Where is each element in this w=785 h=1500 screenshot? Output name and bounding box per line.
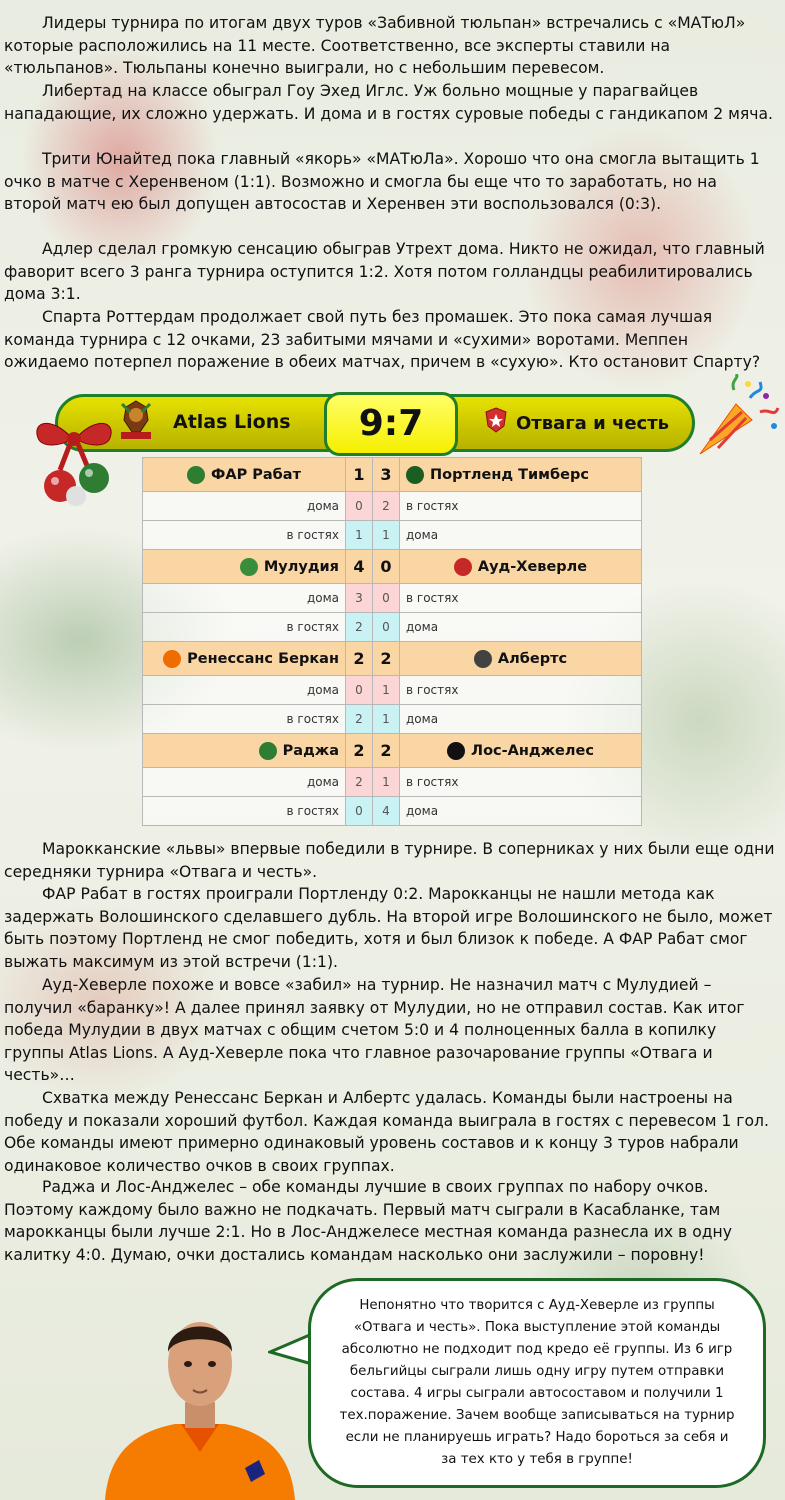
away-total-score: 2 [373, 734, 400, 768]
leg-away-score: 2 [373, 492, 400, 521]
leg-row [143, 705, 642, 734]
away-total-score: 0 [373, 550, 400, 584]
leg-right-label: в гостях [400, 768, 642, 797]
home-team-name: Мулудия [263, 558, 339, 575]
away-team-cell [400, 734, 642, 768]
leg-right-label: дома [400, 705, 642, 734]
leg-left-label: дома [143, 584, 346, 613]
away-team-name: Албертс [497, 650, 568, 667]
match-row [143, 642, 642, 676]
leg-row [143, 676, 642, 705]
leg-row [143, 768, 642, 797]
portland-icon [406, 466, 424, 484]
leg-right-label: дома [400, 797, 642, 826]
home-team-name: Ренессанс Беркан [187, 650, 339, 667]
far-rabat-icon [187, 466, 205, 484]
left-team-name: Atlas Lions [173, 411, 291, 433]
oud-heverlee-icon [454, 558, 472, 576]
home-team-name: ФАР Рабат [210, 466, 301, 483]
leg-away-score: 1 [373, 521, 400, 550]
article-paragraph: Трити Юнайтед пока главный «якорь» «МАТюЛа». Хорошо что она смогла вытащить 1 очко в матче с Херенвеном (1:1). Возможно и смогла бы еще что то заработать, но на второй матч ею был допущен автосостав и Херенвен эти воспользовался (0:3). [4, 150, 760, 214]
article-paragraph: Схватка между Ренессанс Беркан и Албертс удалась. Команды были настроены на победу и показали хороший футбол. Каждая команда выиграла в гостях с перевесом 1 гол. Обе команды имеют примерно одинаковый уровень составов и к концу 3 туров набрали одинаковое количество очков в своих группах. [4, 1089, 769, 1175]
speech-bubble-text: Непонятно что творится с Ауд-Хеверле из группы «Отвага и честь». Пока выступление этой команды абсолютно не подходит под кредо её группы. Из 6 игр бельгийцы сыграли лишь одну игру путем отправки состава. 4 игры сыграли автосоставом и получили 1 тех.поражение. Зачем вообще записываться на турнир если не планируешь играть? Надо бороться за себя и за тех кто у тебя в группе! [339, 1298, 735, 1467]
berkane-icon [163, 650, 181, 668]
leg-away-score: 0 [373, 584, 400, 613]
leg-row [143, 613, 642, 642]
leg-left-label: в гостях [143, 521, 346, 550]
alberts-icon [474, 650, 492, 668]
leg-left-label: в гостях [143, 613, 346, 642]
leg-home-score: 2 [346, 768, 373, 797]
article-paragraph: Адлер сделал громкую сенсацию обыграв Утрехт дома. Никто не ожидал, что главный фаворит всего 3 ранга турнира оступится 1:2. Хотя потом голландцы реабилитировались дома 3:1. [4, 240, 765, 304]
article-paragraph: Раджа и Лос-Анджелес – обе команды лучшие в своих группах по набору очков. Поэтому каждому было важно не подкачать. Первый матч сыграли в Касабланке, там марокканцы были лучше 2:1. Но в Лос-Анджелесе местная команда разнесла их в одну калитку 4:0. Думаю, очки достались командам насколько они заслужили – поровну! [4, 1178, 732, 1264]
christmas-bow-icon [30, 412, 120, 508]
article-paragraph: Спарта Роттердам продолжает свой путь без промашек. Это пока самая лучшая команда турнира с 12 очками, 23 забитыми мячами и «сухими» воротами. Меппен ожидаемо потерпел поражение в обеих матчах, причем в «сухую». Кто остановит Спарту? [4, 308, 761, 372]
home-team-cell [143, 458, 346, 492]
leg-row [143, 492, 642, 521]
article-paragraph: Марокканские «львы» впервые победили в турнире. В соперниках у них были еще одни середняки турнира «Отвага и честь». [4, 840, 775, 881]
right-team-name: Отвага и честь [516, 413, 670, 434]
raja-icon [259, 742, 277, 760]
leg-home-score: 0 [346, 492, 373, 521]
leg-home-score: 2 [346, 705, 373, 734]
leg-away-score: 1 [373, 768, 400, 797]
player-photo [95, 1292, 305, 1500]
away-total-score: 2 [373, 642, 400, 676]
leg-left-label: дома [143, 676, 346, 705]
lafc-icon [447, 742, 465, 760]
home-team-cell [143, 550, 346, 584]
match-row [143, 458, 642, 492]
leg-home-score: 1 [346, 521, 373, 550]
atlas-lions-logo-icon [118, 398, 154, 440]
article-paragraph: ФАР Рабат в гостях проиграли Портленду 0:2. Марокканцы не нашли метода как задержать Волошинского сделавшего дубль. На второй игре Волошинского не было, может быть поэтому Портленд не смог победить, хотя и был близок к победе. А ФАР Рабат смог выжать максимум из этой встречи (1:1). [4, 885, 773, 971]
leg-right-label: дома [400, 613, 642, 642]
leg-away-score: 4 [373, 797, 400, 826]
leg-row [143, 584, 642, 613]
home-total-score: 2 [346, 734, 373, 768]
home-total-score: 1 [346, 458, 373, 492]
leg-left-label: дома [143, 492, 346, 521]
leg-home-score: 0 [346, 676, 373, 705]
leg-row [143, 521, 642, 550]
leg-right-label: в гостях [400, 492, 642, 521]
article-paragraph: Лидеры турнира по итогам двух туров «Забивной тюльпан» встречались с «МАТюЛ» которые расположились на 11 месте. Соответственно, все эксперты ставили на «тюльпанов». Тюльпаны конечно выиграли, но с небольшим перевесом. [4, 14, 746, 78]
home-total-score: 4 [346, 550, 373, 584]
match-row [143, 734, 642, 768]
leg-away-score: 1 [373, 705, 400, 734]
party-popper-icon [690, 374, 780, 464]
article-paragraph: Либертад на классе обыграл Гоу Эхед Иглс. Уж больно мощные у парагвайцев нападающие, их сложно удержать. И дома и в гостях суровые победы с гандикапом 2 мяча. [4, 82, 774, 123]
away-total-score: 3 [373, 458, 400, 492]
away-team-name: Ауд-Хеверле [477, 558, 588, 575]
away-team-cell [400, 642, 642, 676]
speech-bubble [308, 1278, 766, 1488]
leg-home-score: 0 [346, 797, 373, 826]
mouloudia-icon [240, 558, 258, 576]
leg-row [143, 797, 642, 826]
total-score: 9:7 [324, 392, 458, 456]
leg-left-label: в гостях [143, 705, 346, 734]
match-row [143, 550, 642, 584]
home-total-score: 2 [346, 642, 373, 676]
home-team-cell [143, 734, 346, 768]
otvaga-shield-icon [482, 406, 510, 434]
away-team-name: Лос-Анджелес [471, 742, 594, 759]
leg-left-label: дома [143, 768, 346, 797]
leg-right-label: в гостях [400, 676, 642, 705]
away-team-cell [400, 458, 642, 492]
leg-home-score: 2 [346, 613, 373, 642]
leg-home-score: 3 [346, 584, 373, 613]
leg-right-label: в гостях [400, 584, 642, 613]
away-team-cell [400, 550, 642, 584]
leg-away-score: 0 [373, 613, 400, 642]
article-paragraph: Ауд-Хеверле похоже и вовсе «забил» на турнир. Не назначил матч с Мулудией – получил «баранку»! А далее принял заявку от Мулудии, но не отправил состав. Как итог победа Мулудии в двух матчах с общим счетом 5:0 и 4 полноценных балла в копилку группы Atlas Lions. А Ауд-Хеверле пока что главное разочарование группы «Отвага и честь»… [4, 976, 745, 1085]
home-team-cell [143, 642, 346, 676]
matches-table [142, 457, 642, 826]
home-team-name: Раджа [282, 742, 339, 759]
leg-right-label: дома [400, 521, 642, 550]
leg-left-label: в гостях [143, 797, 346, 826]
away-team-name: Портленд Тимберс [430, 466, 589, 483]
leg-away-score: 1 [373, 676, 400, 705]
